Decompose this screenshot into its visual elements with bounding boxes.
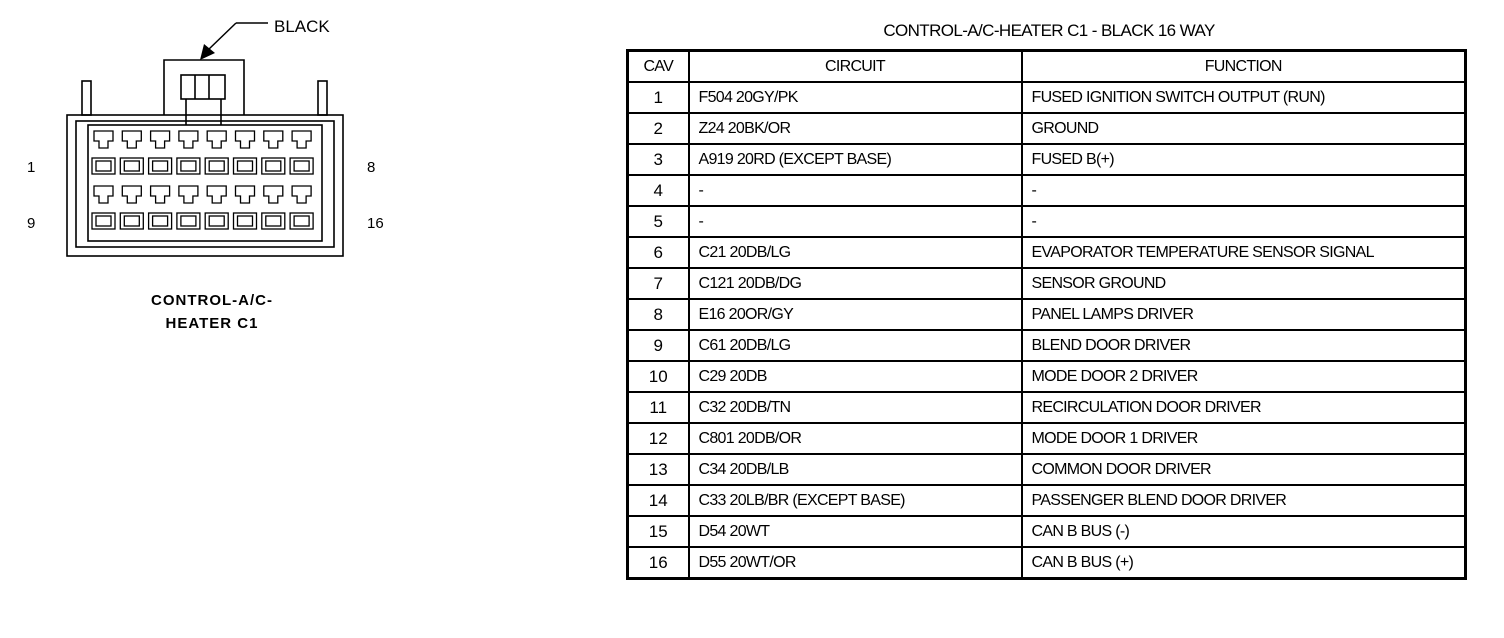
terminal-cavity-inner (294, 216, 309, 226)
circuit-cell: C33 20LB/BR (EXCEPT BASE) (689, 485, 1022, 516)
function-cell: COMMON DOOR DRIVER (1022, 454, 1466, 485)
cav-cell: 14 (628, 485, 689, 516)
terminal-cavity-inner (181, 161, 196, 171)
terminal-cavity-inner (181, 216, 196, 226)
terminal-grid (92, 131, 313, 229)
function-cell: PANEL LAMPS DRIVER (1022, 299, 1466, 330)
table-header-row (628, 51, 1466, 83)
color-callout (200, 17, 330, 60)
terminal-tab-icon (292, 186, 311, 203)
terminal-tab-icon (292, 131, 311, 148)
function-cell: MODE DOOR 1 DRIVER (1022, 423, 1466, 454)
circuit-cell: D54 20WT (689, 516, 1022, 547)
function-cell: FUSED B(+) (1022, 144, 1466, 175)
terminal-cavity-inner (209, 216, 224, 226)
circuit-cell: Z24 20BK/OR (689, 113, 1022, 144)
function-cell: CAN B BUS (+) (1022, 547, 1466, 579)
terminal-cavity-inner (266, 216, 281, 226)
cav-cell: 12 (628, 423, 689, 454)
circuit-cell: E16 20OR/GY (689, 299, 1022, 330)
function-cell: RECIRCULATION DOOR DRIVER (1022, 392, 1466, 423)
terminal-cavity-inner (153, 161, 168, 171)
cav-cell: 2 (628, 113, 689, 144)
terminal-cavity-inner (124, 161, 139, 171)
function-cell: SENSOR GROUND (1022, 268, 1466, 299)
table-row (628, 268, 1466, 299)
terminal-tab-icon (179, 186, 198, 203)
function-cell: MODE DOOR 2 DRIVER (1022, 361, 1466, 392)
table-row (628, 82, 1466, 113)
table-row (628, 423, 1466, 454)
function-cell: - (1022, 175, 1466, 206)
table-row (628, 113, 1466, 144)
table-row (628, 485, 1466, 516)
circuit-cell: - (689, 206, 1022, 237)
circuit-cell: C61 20DB/LG (689, 330, 1022, 361)
terminal-tab-icon (151, 186, 170, 203)
terminal-tab-icon (94, 131, 113, 148)
circuit-cell: - (689, 175, 1022, 206)
terminal-tab-icon (151, 131, 170, 148)
function-cell: PASSENGER BLEND DOOR DRIVER (1022, 485, 1466, 516)
table-row (628, 516, 1466, 547)
terminal-tab-icon (264, 186, 283, 203)
table-row (628, 206, 1466, 237)
cav-cell: 15 (628, 516, 689, 547)
function-cell: EVAPORATOR TEMPERATURE SENSOR SIGNAL (1022, 237, 1466, 268)
circuit-cell: C121 20DB/DG (689, 268, 1022, 299)
circuit-cell: A919 20RD (EXCEPT BASE) (689, 144, 1022, 175)
table-row (628, 299, 1466, 330)
terminal-tab-icon (122, 186, 141, 203)
circuit-cell: C32 20DB/TN (689, 392, 1022, 423)
terminal-cavity-inner (153, 216, 168, 226)
header-cav: CAV (628, 51, 689, 83)
terminal-tab-icon (236, 131, 255, 148)
table-title: CONTROL-A/C-HEATER C1 - BLACK 16 WAY (883, 21, 1215, 40)
cav-cell: 9 (628, 330, 689, 361)
terminal-tab-icon (207, 186, 226, 203)
circuit-cell: F504 20GY/PK (689, 82, 1022, 113)
cav-cell: 11 (628, 392, 689, 423)
terminal-cavity-inner (294, 161, 309, 171)
cav-cell: 16 (628, 547, 689, 579)
terminal-cavity-inner (96, 161, 111, 171)
terminal-cavity-inner (238, 161, 253, 171)
pin-label-1: 1 (27, 159, 36, 176)
cav-cell: 4 (628, 175, 689, 206)
color-label: BLACK (274, 17, 330, 36)
cav-cell: 7 (628, 268, 689, 299)
terminal-tab-icon (94, 186, 113, 203)
circuit-cell: C34 20DB/LB (689, 454, 1022, 485)
pinout-table (626, 49, 1467, 580)
function-cell: GROUND (1022, 113, 1466, 144)
cav-cell: 5 (628, 206, 689, 237)
terminal-cavity-inner (124, 216, 139, 226)
terminal-cavity-inner (209, 161, 224, 171)
cav-cell: 13 (628, 454, 689, 485)
connector-name-line2: HEATER C1 (165, 315, 259, 332)
table-row (628, 547, 1466, 579)
function-cell: BLEND DOOR DRIVER (1022, 330, 1466, 361)
cav-cell: 10 (628, 361, 689, 392)
table-row (628, 330, 1466, 361)
circuit-cell: C801 20DB/OR (689, 423, 1022, 454)
pin-label-8: 8 (367, 159, 376, 176)
circuit-cell: C21 20DB/LG (689, 237, 1022, 268)
table-row (628, 144, 1466, 175)
terminal-cavity-inner (96, 216, 111, 226)
terminal-tab-icon (179, 131, 198, 148)
terminal-tab-icon (236, 186, 255, 203)
function-cell: - (1022, 206, 1466, 237)
pin-label-16: 16 (367, 215, 384, 232)
table-row (628, 392, 1466, 423)
connector-name-line1: CONTROL-A/C- (151, 292, 273, 309)
connector-diagram (0, 0, 600, 638)
terminal-cavity-inner (266, 161, 281, 171)
terminal-tab-icon (264, 131, 283, 148)
terminal-tab-icon (122, 131, 141, 148)
table-row (628, 454, 1466, 485)
cav-cell: 6 (628, 237, 689, 268)
cav-cell: 3 (628, 144, 689, 175)
pin-label-9: 9 (27, 215, 36, 232)
terminal-cavity-inner (238, 216, 253, 226)
table-row (628, 175, 1466, 206)
header-circuit: CIRCUIT (689, 51, 1022, 83)
circuit-cell: C29 20DB (689, 361, 1022, 392)
table-row (628, 237, 1466, 268)
header-function: FUNCTION (1022, 51, 1466, 83)
circuit-cell: D55 20WT/OR (689, 547, 1022, 579)
function-cell: FUSED IGNITION SWITCH OUTPUT (RUN) (1022, 82, 1466, 113)
terminal-tab-icon (207, 131, 226, 148)
cav-cell: 8 (628, 299, 689, 330)
table-row (628, 361, 1466, 392)
cav-cell: 1 (628, 82, 689, 113)
function-cell: CAN B BUS (-) (1022, 516, 1466, 547)
